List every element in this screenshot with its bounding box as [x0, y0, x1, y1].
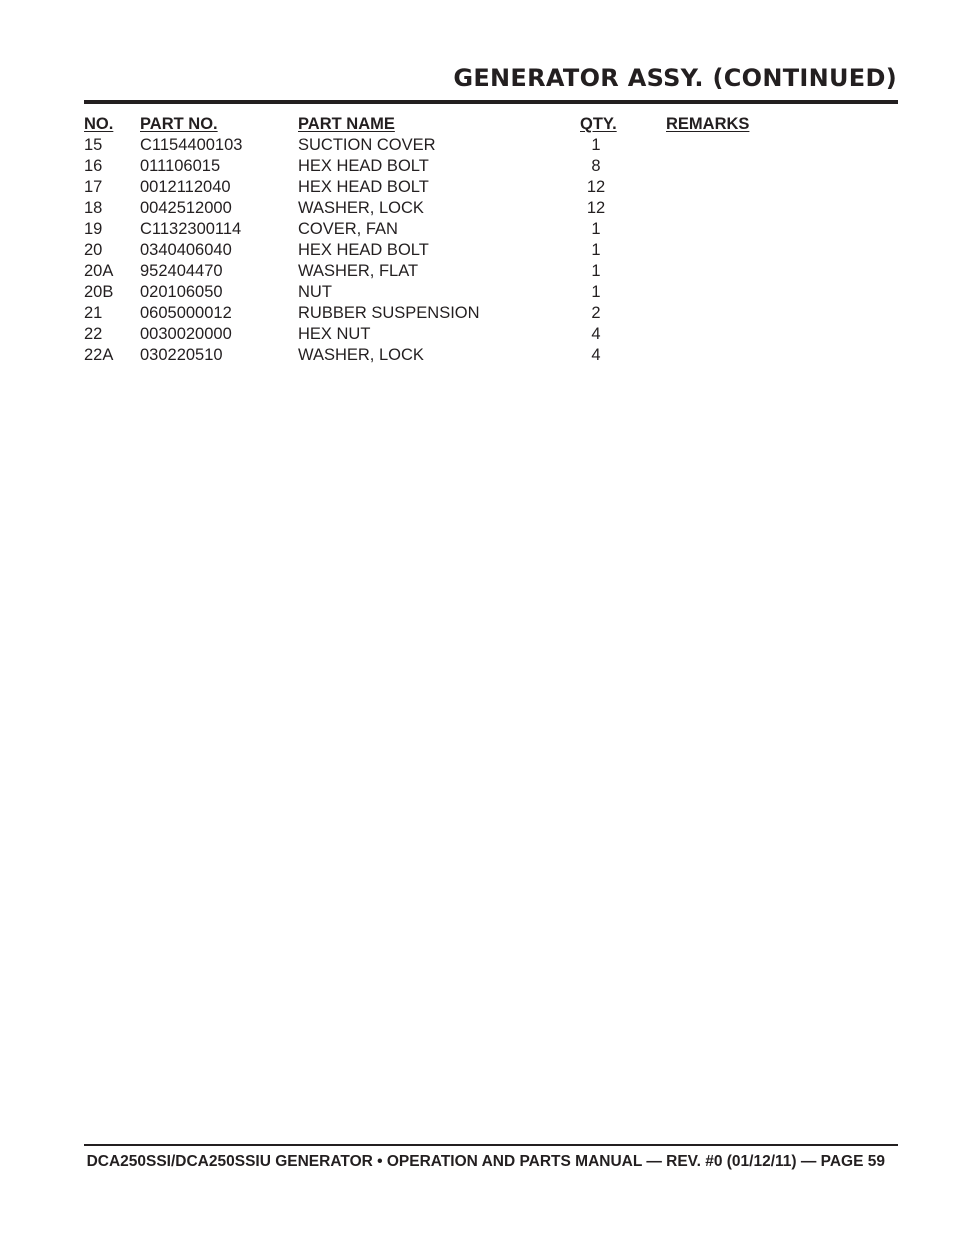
- cell-part-no: 020106050: [140, 283, 223, 301]
- cell-no: 17: [84, 178, 103, 196]
- table-body: [84, 135, 784, 366]
- cell-no: 19: [84, 220, 103, 238]
- cell-qty: 1: [591, 220, 601, 238]
- cell-no: 21: [84, 304, 103, 322]
- table-row: [84, 282, 784, 303]
- cell-part-no: 0605000012: [140, 304, 232, 322]
- cell-no: 20: [84, 241, 103, 259]
- cell-qty: 1: [591, 283, 601, 301]
- table-row: [84, 198, 784, 219]
- cell-part-no: 0340406040: [140, 241, 232, 259]
- table-header-row: [84, 114, 784, 135]
- cell-part-name: HEX HEAD BOLT: [298, 157, 429, 175]
- table-row: [84, 303, 784, 324]
- page-footer: DCA250SSI/DCA250SSIU GENERATOR • OPERATION AND PARTS MANUAL — REV. #0 (01/12/11) — PAGE 59: [86, 1153, 885, 1170]
- cell-qty: 8: [591, 157, 601, 175]
- cell-no: 16: [84, 157, 103, 175]
- cell-no: 20A: [84, 262, 114, 280]
- page-title: GENERATOR ASSY. (CONTINUED): [453, 64, 897, 92]
- cell-qty: 1: [591, 241, 601, 259]
- cell-qty: 1: [591, 136, 601, 154]
- cell-part-no: 952404470: [140, 262, 223, 280]
- table-row: [84, 177, 784, 198]
- cell-part-no: 011106015: [140, 157, 221, 175]
- table-row: [84, 240, 784, 261]
- cell-part-no: C1132300114: [140, 220, 242, 238]
- cell-part-no: C1154400103: [140, 136, 243, 154]
- table-row: [84, 324, 784, 345]
- table-row: [84, 156, 784, 177]
- cell-qty: 2: [591, 304, 601, 322]
- header-part-no: PART NO.: [140, 115, 218, 133]
- cell-part-name: WASHER, LOCK: [298, 199, 424, 217]
- header-part-name: PART NAME: [298, 115, 395, 133]
- cell-no: 22: [84, 325, 103, 343]
- cell-part-no: 0030020000: [140, 325, 232, 343]
- header-remarks: REMARKS: [666, 115, 750, 133]
- cell-part-no: 0042512000: [140, 199, 232, 217]
- cell-no: 15: [84, 136, 103, 154]
- cell-qty: 12: [586, 199, 606, 217]
- cell-part-name: WASHER, LOCK: [298, 346, 424, 364]
- cell-part-name: RUBBER SUSPENSION: [298, 304, 480, 322]
- cell-qty: 4: [591, 325, 601, 343]
- cell-part-name: COVER, FAN: [298, 220, 398, 238]
- cell-qty: 4: [591, 346, 601, 364]
- cell-part-name: SUCTION COVER: [298, 136, 436, 154]
- table-row: [84, 219, 784, 240]
- cell-qty: 12: [586, 178, 606, 196]
- parts-table: [84, 114, 784, 366]
- title-divider: [84, 100, 898, 104]
- cell-qty: 1: [591, 262, 601, 280]
- cell-no: 18: [84, 199, 103, 217]
- cell-part-no: 0012112040: [140, 178, 231, 196]
- cell-part-name: HEX HEAD BOLT: [298, 178, 429, 196]
- footer-divider: [84, 1144, 898, 1146]
- cell-part-name: HEX NUT: [298, 325, 371, 343]
- table-row: [84, 261, 784, 282]
- header-qty: QTY.: [580, 115, 617, 133]
- cell-part-no: 030220510: [140, 346, 223, 364]
- cell-part-name: HEX HEAD BOLT: [298, 241, 429, 259]
- cell-no: 20B: [84, 283, 114, 301]
- table-row: [84, 135, 784, 156]
- cell-part-name: WASHER, FLAT: [298, 262, 419, 280]
- table-row: [84, 345, 784, 366]
- cell-no: 22A: [84, 346, 114, 364]
- header-no: NO.: [84, 115, 114, 133]
- cell-part-name: NUT: [298, 283, 332, 301]
